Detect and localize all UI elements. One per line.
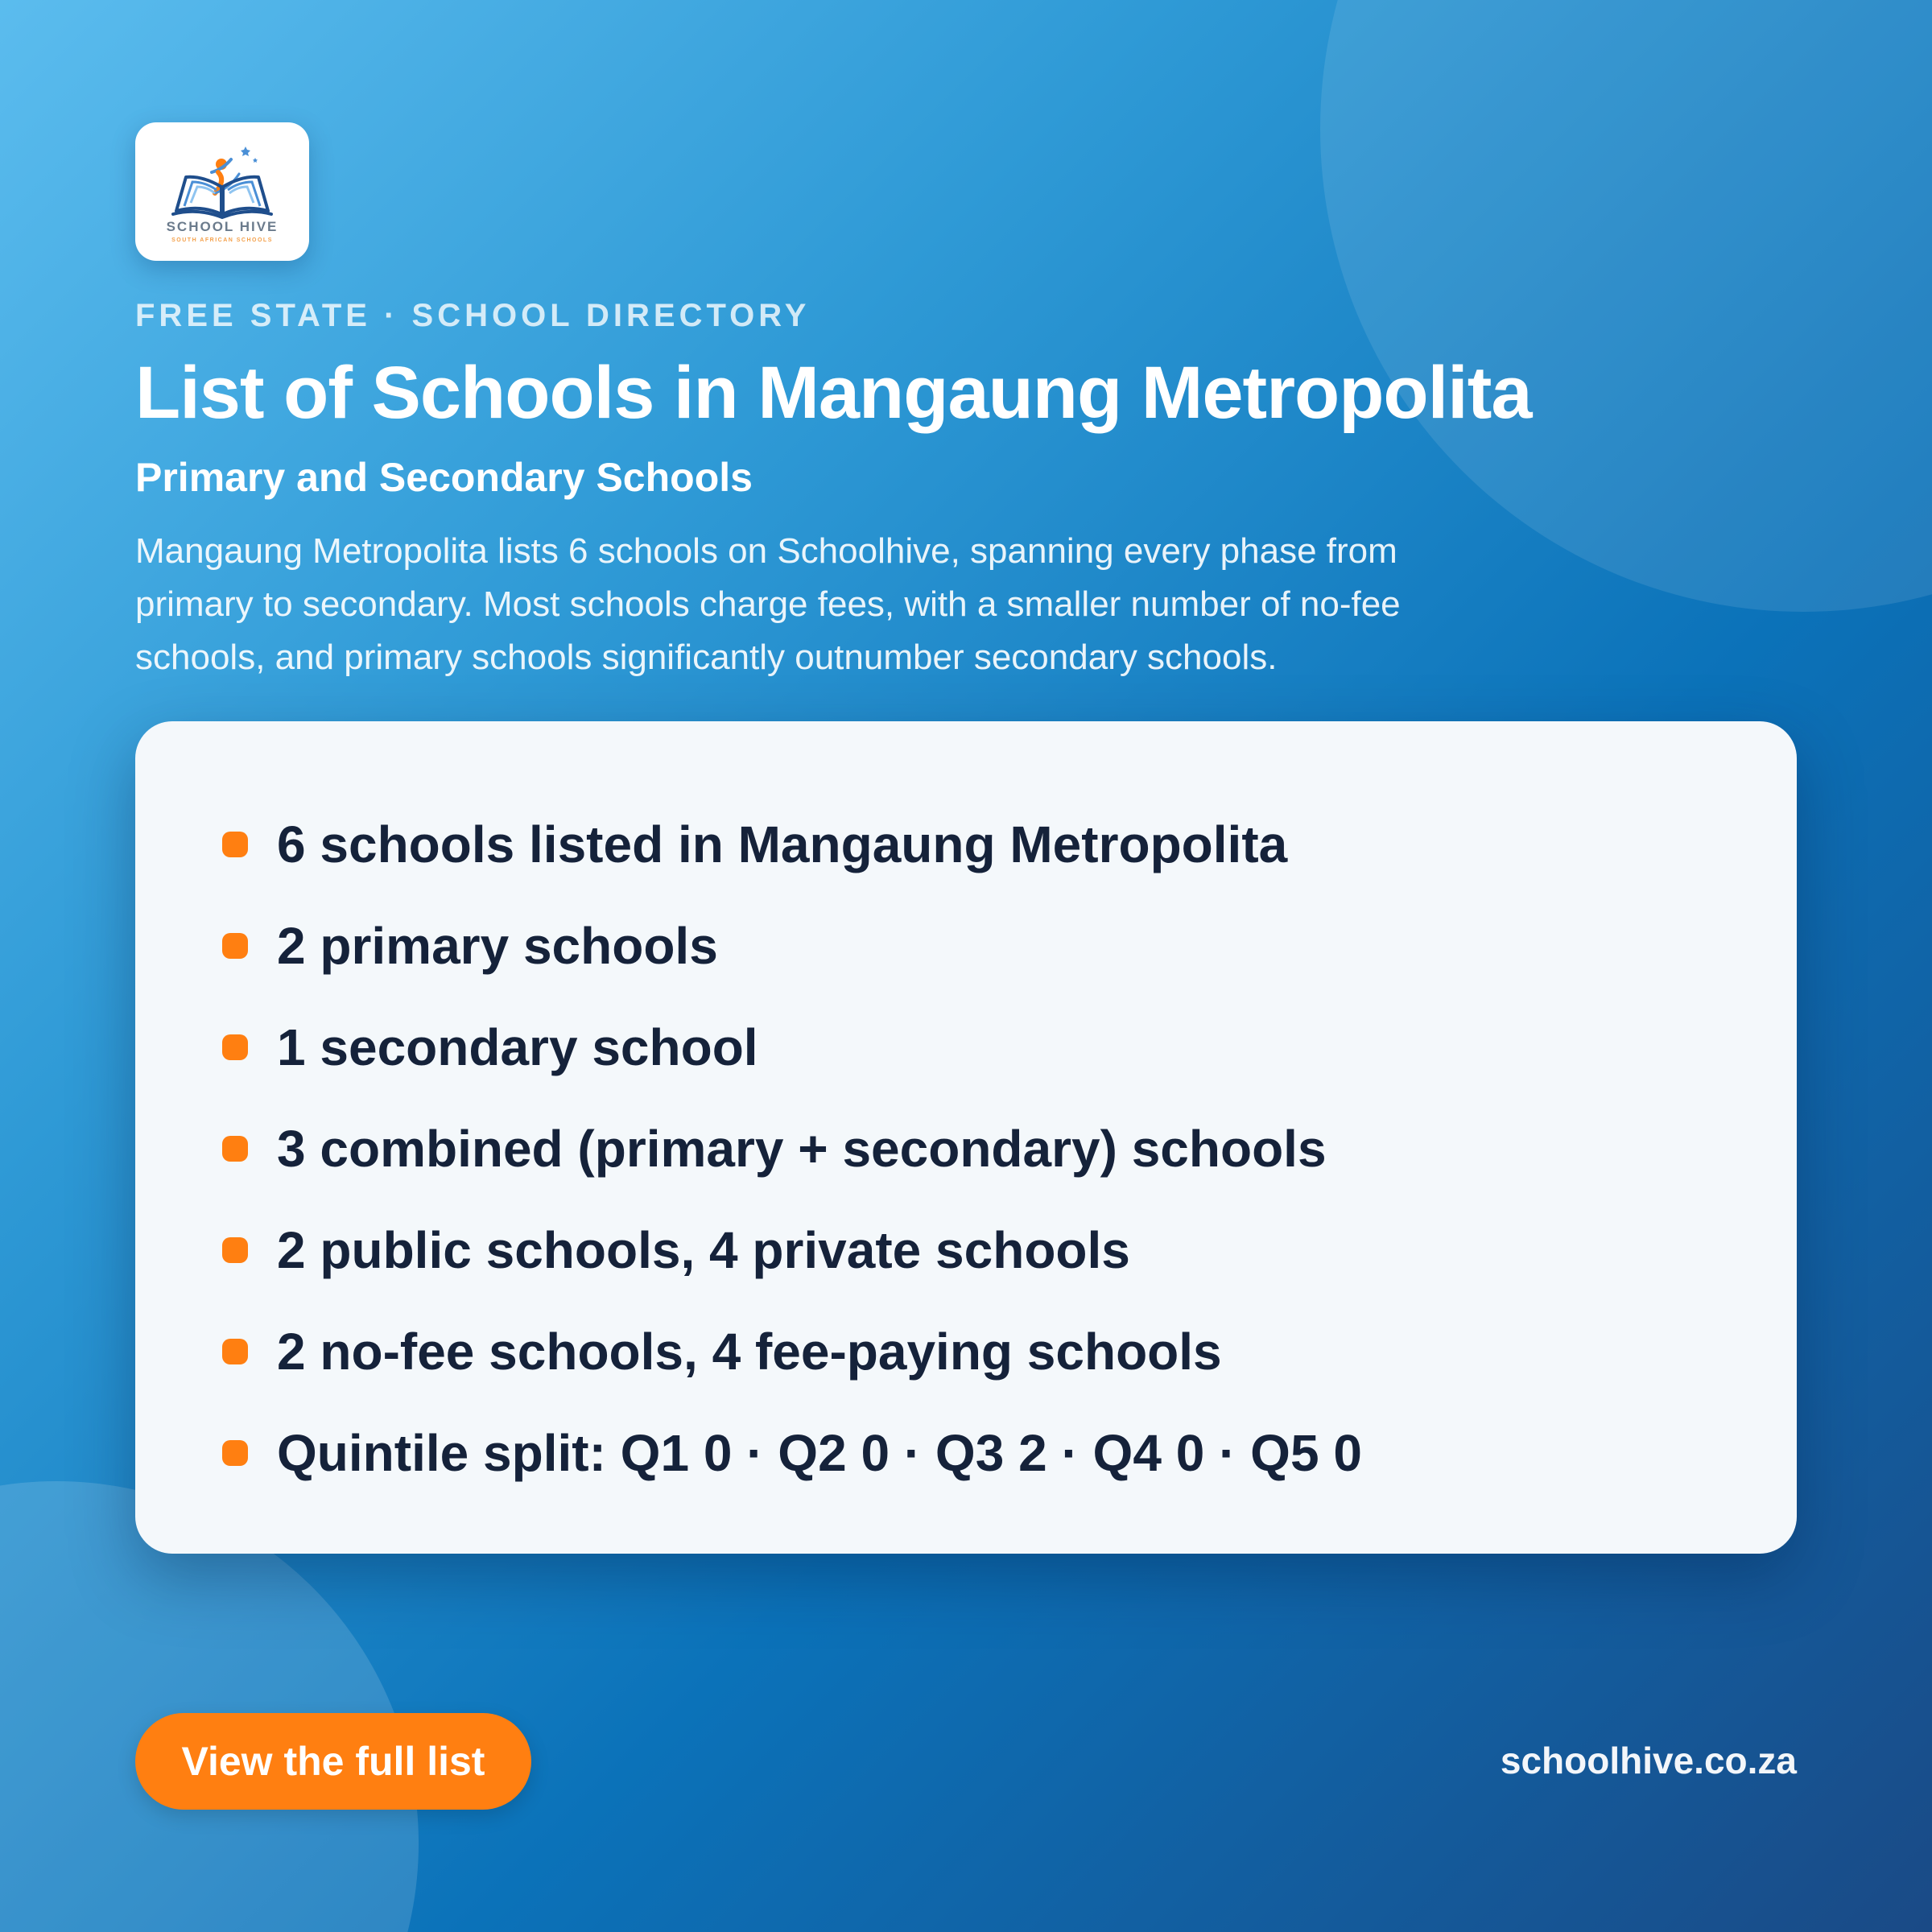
- eyebrow-label: FREE STATE · SCHOOL DIRECTORY: [135, 298, 811, 333]
- open-book-reader-icon: [162, 140, 283, 221]
- fact-text: 3 combined (primary + secondary) schools: [277, 1120, 1327, 1178]
- list-item: [222, 794, 1797, 895]
- page-description: Mangaung Metropolita lists 6 schools on Schoolhive, spanning every phase from primary to secondary. Most schools charge fees, with a smaller number of no-fee schools, and primary schools significantly outnumber secondary schools.: [135, 531, 1401, 677]
- school-hive-logo: [135, 122, 309, 261]
- bullet-icon: [222, 832, 248, 857]
- fact-text: 6 schools listed in Mangaung Metropolita: [277, 815, 1288, 873]
- list-item: [222, 895, 1797, 997]
- site-url: schoolhive.co.za: [1500, 1740, 1797, 1781]
- view-full-list-button[interactable]: View the full list: [135, 1713, 531, 1810]
- fact-text: Quintile split: Q1 0 · Q2 0 · Q3 2 · Q4 0 · Q5 0: [277, 1424, 1362, 1482]
- list-item: [222, 1098, 1797, 1199]
- bullet-icon: [222, 1440, 248, 1466]
- logo-wordmark: SCHOOL HIVE: [166, 219, 279, 234]
- page-subtitle: Primary and Secondary Schools: [135, 455, 753, 500]
- bullet-icon: [222, 1339, 248, 1364]
- fact-text: 2 no-fee schools, 4 fee-paying schools: [277, 1323, 1222, 1381]
- list-item: [222, 1199, 1797, 1301]
- fact-text: 1 secondary school: [277, 1018, 758, 1076]
- list-item: [222, 997, 1797, 1098]
- logo-tagline: SOUTH AFRICAN SCHOOLS: [171, 237, 273, 243]
- bullet-icon: [222, 1034, 248, 1060]
- bullet-icon: [222, 1136, 248, 1162]
- page-title: List of Schools in Mangaung Metropolita: [135, 352, 1532, 434]
- list-item: [222, 1402, 1797, 1504]
- list-item: [222, 1301, 1797, 1402]
- facts-card: [135, 721, 1797, 1554]
- fact-text: 2 primary schools: [277, 917, 718, 975]
- decorative-circle-top: [1320, 0, 1932, 612]
- bullet-icon: [222, 1237, 248, 1263]
- fact-text: 2 public schools, 4 private schools: [277, 1221, 1130, 1279]
- bullet-icon: [222, 933, 248, 959]
